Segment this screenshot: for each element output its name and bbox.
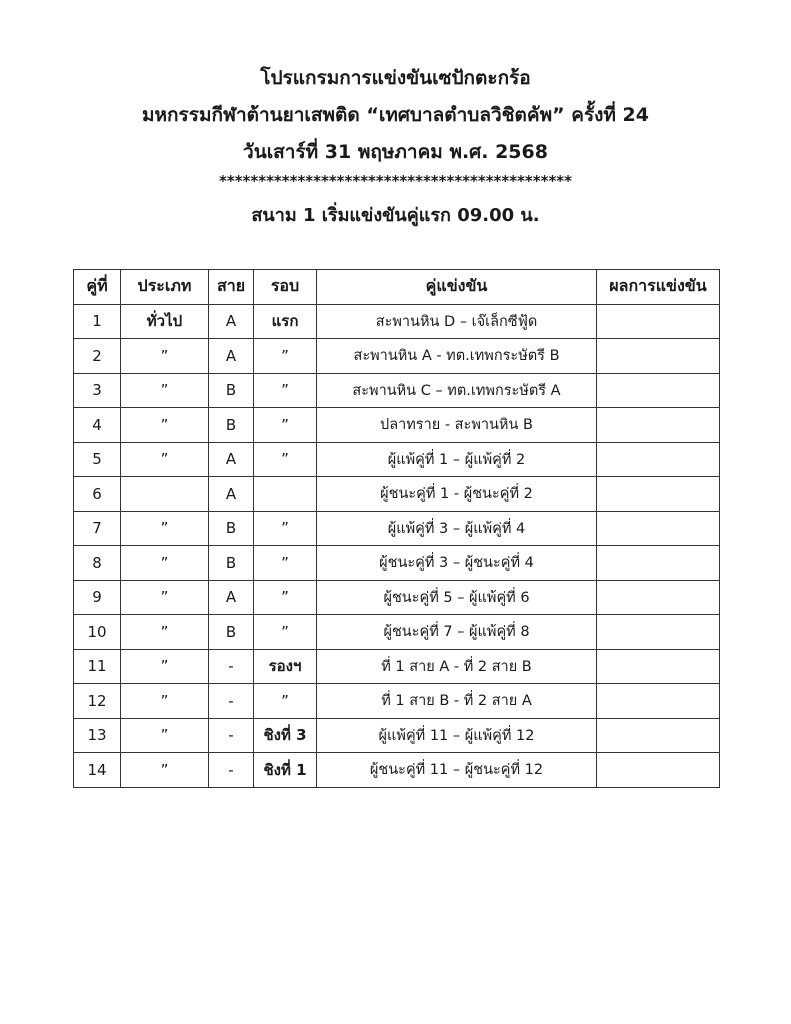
cell-group: - [209, 718, 254, 753]
cell-group: B [209, 615, 254, 650]
column-header-result: ผลการแข่งขัน [597, 270, 720, 305]
table-row [74, 442, 720, 477]
cell-match: ผู้ชนะคู่ที่ 7 – ผู้แพ้คู่ที่ 8 [317, 615, 597, 650]
cell-result [597, 684, 720, 719]
cell-result [597, 304, 720, 339]
cell-match-no: 11 [74, 649, 121, 684]
cell-result [597, 649, 720, 684]
cell-round: ” [254, 684, 317, 719]
cell-match: ที่ 1 สาย B - ที่ 2 สาย A [317, 684, 597, 719]
cell-match-no: 5 [74, 442, 121, 477]
cell-group: B [209, 511, 254, 546]
table-row [74, 511, 720, 546]
cell-match-no: 14 [74, 753, 121, 788]
cell-match: ผู้แพ้คู่ที่ 11 – ผู้แพ้คู่ที่ 12 [317, 718, 597, 753]
cell-result [597, 477, 720, 512]
cell-result [597, 718, 720, 753]
cell-match-no: 2 [74, 339, 121, 374]
match-schedule-table [73, 269, 720, 788]
table-row [74, 373, 720, 408]
column-header-match: คู่แข่งขัน [317, 270, 597, 305]
table-row [74, 546, 720, 581]
cell-type: ” [121, 649, 209, 684]
cell-round: รองฯ [254, 649, 317, 684]
separator-line: ********************************************* [219, 172, 572, 190]
cell-round: ” [254, 442, 317, 477]
cell-match-no: 6 [74, 477, 121, 512]
cell-result [597, 580, 720, 615]
cell-result [597, 373, 720, 408]
cell-match: สะพานหิน D – เจ๊เล็กซีฟู้ด [317, 304, 597, 339]
cell-match-no: 10 [74, 615, 121, 650]
table-row [74, 649, 720, 684]
cell-group: - [209, 753, 254, 788]
table-row [74, 615, 720, 650]
table-row [74, 580, 720, 615]
cell-round: ” [254, 615, 317, 650]
cell-type: ” [121, 373, 209, 408]
cell-match-no: 12 [74, 684, 121, 719]
cell-type: ” [121, 339, 209, 374]
table-row [74, 718, 720, 753]
cell-match-no: 13 [74, 718, 121, 753]
event-date: วันเสาร์ที่ 31 พฤษภาคม พ.ศ. 2568 [243, 141, 548, 163]
cell-match: ผู้ชนะคู่ที่ 1 - ผู้ชนะคู่ที่ 2 [317, 477, 597, 512]
cell-match: สะพานหิน A - ทต.เทพกระษัตรี B [317, 339, 597, 374]
cell-round: ชิงที่ 3 [254, 718, 317, 753]
cell-type: ทั่วไป [121, 304, 209, 339]
field-info: สนาม 1 เริ่มแข่งขันคู่แรก 09.00 น. [251, 205, 540, 226]
cell-match-no: 3 [74, 373, 121, 408]
cell-result [597, 546, 720, 581]
cell-round: ” [254, 408, 317, 443]
cell-match-no: 1 [74, 304, 121, 339]
cell-round: แรก [254, 304, 317, 339]
document-header [0, 60, 791, 231]
table-row [74, 684, 720, 719]
table-row [74, 477, 720, 512]
cell-type [121, 477, 209, 512]
column-header-no: คู่ที่ [74, 270, 121, 305]
cell-type: ” [121, 442, 209, 477]
cell-type: ” [121, 615, 209, 650]
cell-type: ” [121, 580, 209, 615]
cell-group: - [209, 649, 254, 684]
cell-result [597, 753, 720, 788]
cell-type: ” [121, 718, 209, 753]
cell-round: ” [254, 511, 317, 546]
cell-match: ผู้ชนะคู่ที่ 11 – ผู้ชนะคู่ที่ 12 [317, 753, 597, 788]
cell-match: ผู้แพ้คู่ที่ 3 – ผู้แพ้คู่ที่ 4 [317, 511, 597, 546]
cell-group: B [209, 373, 254, 408]
cell-round [254, 477, 317, 512]
table-row [74, 304, 720, 339]
cell-match: สะพานหิน C – ทต.เทพกระษัตรี A [317, 373, 597, 408]
cell-type: ” [121, 684, 209, 719]
cell-match-no: 4 [74, 408, 121, 443]
cell-match: ผู้ชนะคู่ที่ 3 – ผู้ชนะคู่ที่ 4 [317, 546, 597, 581]
cell-result [597, 442, 720, 477]
table-row [74, 408, 720, 443]
cell-type: ” [121, 511, 209, 546]
cell-match: ปลาทราย - สะพานหิน B [317, 408, 597, 443]
cell-match-no: 7 [74, 511, 121, 546]
cell-group: A [209, 580, 254, 615]
event-subtitle: มหกรรมกีฬาต้านยาเสพติด “เทศบาลตำบลวิชิตคัพ” ครั้งที่ 24 [141, 104, 650, 126]
cell-round: ” [254, 580, 317, 615]
cell-group: B [209, 408, 254, 443]
cell-result [597, 408, 720, 443]
cell-round: ” [254, 373, 317, 408]
cell-group: A [209, 304, 254, 339]
table-body [74, 304, 720, 787]
column-header-group: สาย [209, 270, 254, 305]
cell-round: ” [254, 339, 317, 374]
cell-group: A [209, 339, 254, 374]
cell-group: A [209, 442, 254, 477]
cell-type: ” [121, 546, 209, 581]
cell-result [597, 615, 720, 650]
cell-type: ” [121, 753, 209, 788]
cell-match: ผู้แพ้คู่ที่ 1 – ผู้แพ้คู่ที่ 2 [317, 442, 597, 477]
cell-match: ผู้ชนะคู่ที่ 5 – ผู้แพ้คู่ที่ 6 [317, 580, 597, 615]
cell-round: ชิงที่ 1 [254, 753, 317, 788]
cell-group: B [209, 546, 254, 581]
document-title: โปรแกรมการแข่งขันเซปักตะกร้อ [260, 67, 531, 89]
cell-type: ” [121, 408, 209, 443]
cell-match-no: 9 [74, 580, 121, 615]
cell-result [597, 339, 720, 374]
cell-group: A [209, 477, 254, 512]
cell-round: ” [254, 546, 317, 581]
cell-result [597, 511, 720, 546]
table-row [74, 339, 720, 374]
cell-match: ที่ 1 สาย A - ที่ 2 สาย B [317, 649, 597, 684]
column-header-type: ประเภท [121, 270, 209, 305]
cell-group: - [209, 684, 254, 719]
table-row [74, 753, 720, 788]
column-header-round: รอบ [254, 270, 317, 305]
table-header-row [74, 270, 720, 305]
cell-match-no: 8 [74, 546, 121, 581]
